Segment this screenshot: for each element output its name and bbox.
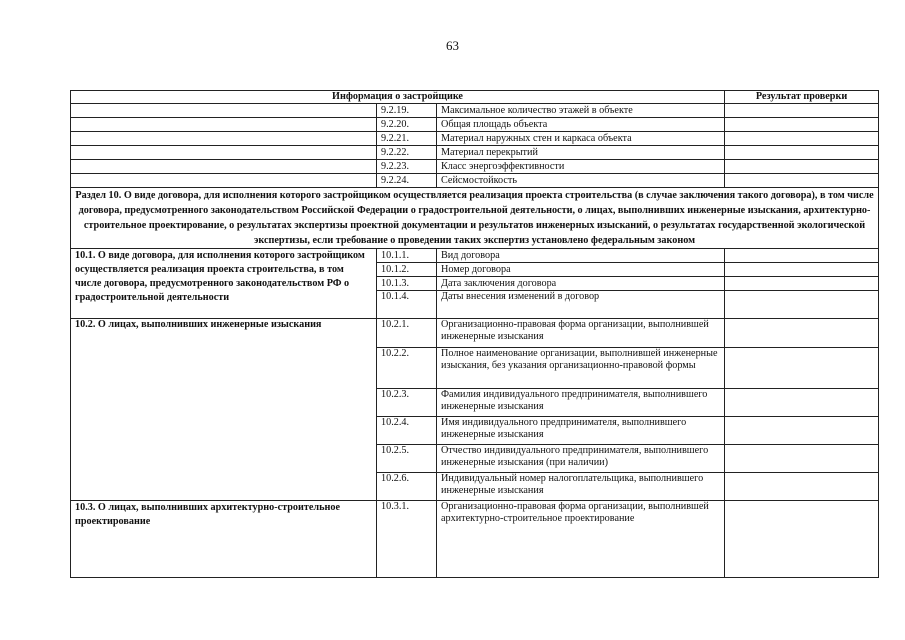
row-text: Сейсмостойкость	[437, 174, 725, 188]
row-text: Максимальное количество этажей в объекте	[437, 104, 725, 118]
document-table	[70, 90, 879, 578]
row-text: Организационно-правовая форма организации, выполнившей инженерные изыскания	[437, 319, 725, 348]
row-text: Даты внесения изменений в договор	[437, 291, 725, 319]
result-cell	[725, 104, 879, 118]
result-cell	[725, 263, 879, 277]
result-cell	[725, 160, 879, 174]
row-text: Фамилия индивидуального предпринимателя, выполнившего инженерные изыскания	[437, 389, 725, 417]
row-text: Отчество индивидуального предпринимателя, выполнившего инженерные изыскания (при наличии)	[437, 445, 725, 473]
table-row	[71, 104, 879, 118]
page-number: 63	[446, 38, 459, 53]
row-code: 10.2.6.	[377, 473, 437, 501]
table-row	[71, 118, 879, 132]
result-cell	[725, 132, 879, 146]
result-cell	[725, 417, 879, 445]
row-text: Полное наименование организации, выполнившей инженерные изыскания, без указания организационно-правовой формы	[437, 348, 725, 389]
row-code: 10.2.5.	[377, 445, 437, 473]
table-row	[71, 174, 879, 188]
header-result: Результат проверки	[725, 91, 879, 104]
result-cell	[725, 389, 879, 417]
row-code: 10.1.3.	[377, 277, 437, 291]
group-10-1-label: 10.1. О виде договора, для исполнения которого застройщиком осуществляется реализация проекта строительства, в том числе договора, предусмотренного законодательством РФ о градостроительной деятельности	[71, 249, 377, 319]
row-text: Общая площадь объекта	[437, 118, 725, 132]
result-cell	[725, 277, 879, 291]
table-row	[71, 319, 879, 348]
row-code: 10.1.2.	[377, 263, 437, 277]
row-code: 10.1.4.	[377, 291, 437, 319]
row-text: Дата заключения договора	[437, 277, 725, 291]
row-text: Индивидуальный номер налогоплательщика, выполнившего инженерные изыскания	[437, 473, 725, 501]
row-text: Организационно-правовая форма организации, выполнившей архитектурно-строительное проектирование	[437, 501, 725, 578]
row-code: 9.2.23.	[377, 160, 437, 174]
result-cell	[725, 348, 879, 389]
table-header-row	[71, 91, 879, 104]
row-code: 10.1.1.	[377, 249, 437, 263]
section-10-title: Раздел 10. О виде договора, для исполнения которого застройщиком осуществляется реализация проекта строительства (в случае заключения такого договора), в том числе договора, предусмотренного законодательством Российской Федерации о градостроительной деятельности, о лицах, выполнивших инженерные изыскания, архитектурно-строительное проектирование, о результатах экспертизы проектной документации и результатов инженерных изысканий, о результатах государственной экологической экспертизы, если требование о проведении таких экспертиз установлено федеральным законом	[71, 188, 879, 249]
row-text: Материал перекрытий	[437, 146, 725, 160]
row-text: Вид договора	[437, 249, 725, 263]
result-cell	[725, 118, 879, 132]
result-cell	[725, 473, 879, 501]
row-code: 9.2.20.	[377, 118, 437, 132]
row-code: 9.2.19.	[377, 104, 437, 118]
row-code: 10.2.1.	[377, 319, 437, 348]
result-cell	[725, 249, 879, 263]
table-row	[71, 160, 879, 174]
result-cell	[725, 174, 879, 188]
table-row	[71, 501, 879, 578]
result-cell	[725, 291, 879, 319]
result-cell	[725, 319, 879, 348]
result-cell	[725, 445, 879, 473]
result-cell	[725, 146, 879, 160]
row-code: 10.2.4.	[377, 417, 437, 445]
row-code: 10.2.2.	[377, 348, 437, 389]
table-row	[71, 132, 879, 146]
row-text: Материал наружных стен и каркаса объекта	[437, 132, 725, 146]
section-row	[71, 188, 879, 249]
header-info: Информация о застройщике	[71, 91, 725, 104]
row-code: 9.2.22.	[377, 146, 437, 160]
row-code: 9.2.21.	[377, 132, 437, 146]
group-10-3-label: 10.3. О лицах, выполнивших архитектурно-строительное проектирование	[71, 501, 377, 578]
row-text: Номер договора	[437, 263, 725, 277]
row-code: 10.3.1.	[377, 501, 437, 578]
row-code: 10.2.3.	[377, 389, 437, 417]
group-10-2-label: 10.2. О лицах, выполнивших инженерные изыскания	[71, 319, 377, 501]
result-cell	[725, 501, 879, 578]
row-code: 9.2.24.	[377, 174, 437, 188]
row-text: Имя индивидуального предпринимателя, выполнившего инженерные изыскания	[437, 417, 725, 445]
table-row	[71, 146, 879, 160]
table-row	[71, 249, 879, 263]
row-text: Класс энергоэффективности	[437, 160, 725, 174]
